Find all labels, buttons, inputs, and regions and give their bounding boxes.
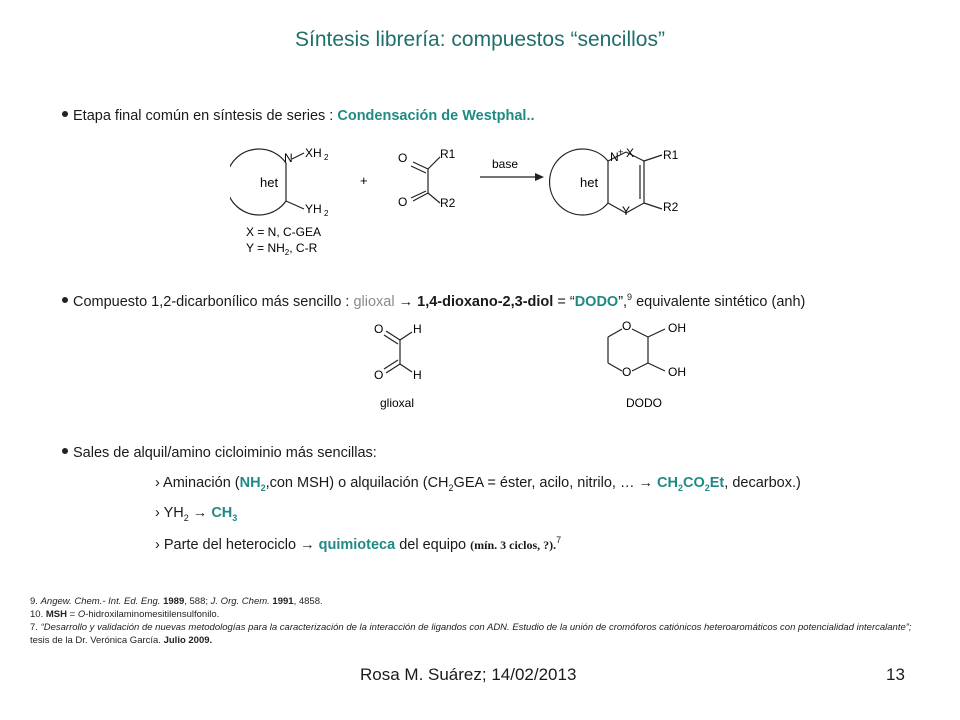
dodo-o-top: O: [622, 319, 632, 333]
plus-sign: +: [360, 173, 368, 188]
yh-sub: 2: [324, 209, 329, 218]
ref-sup: 9: [627, 292, 633, 302]
base-label: base: [492, 157, 519, 171]
bullet-tail: equivalente sintético (anh): [636, 293, 806, 310]
sub-item-yh2: › $YH_2 \to CH_3$: [155, 505, 238, 523]
bullet-text: Etapa final común en síntesis de series :: [73, 108, 334, 124]
dodo-oh-top: OH: [668, 321, 686, 335]
glioxal-label: glioxal: [380, 396, 415, 410]
reaction-arrow-head: [535, 173, 544, 181]
sub-item-amination: › Aminación ($NH_2,con$ MSH) o alquilación ($CH_2GEA$ = éster, acilo, nitrilo, … → $CH_2CO_2Et$, decarbox.): [155, 475, 801, 493]
glioxal-h-bottom: H: [413, 368, 422, 382]
references: [30, 595, 925, 647]
dodo-highlight: DODO: [574, 293, 619, 310]
atom-x-product: X: [626, 146, 635, 160]
het-ring-product: [550, 149, 662, 215]
xh-label: XH: [305, 146, 322, 160]
glioxal-o-bottom: O: [374, 368, 384, 382]
dioxane-name: 1,4-dioxano-2,3-diol: [417, 293, 554, 310]
ch3-highlight: $CH_3$: [211, 505, 238, 523]
dodo-structure: [608, 329, 665, 371]
bullet-dot: [62, 297, 68, 303]
dodo-o-bottom: O: [622, 365, 632, 379]
westphal-scheme: [230, 135, 700, 260]
footer-author-date: Rosa M. Suárez; 14/02/2013: [360, 665, 577, 684]
ref-10: 10. MSH = O-hidroxilaminomesitilensulfonilo.: [30, 609, 220, 620]
r2-label-product: R2: [663, 200, 679, 214]
glioxal-word: glioxal: [353, 293, 395, 310]
arrow: →: [398, 293, 414, 310]
glioxal-o-top: O: [374, 322, 384, 336]
diketone: [411, 157, 440, 203]
yh-label: YH: [305, 202, 322, 216]
atom-n-product: N: [610, 150, 619, 164]
page-number: 13: [886, 665, 905, 684]
bullet-salts: [62, 445, 377, 461]
glioxal-structure: [384, 331, 412, 373]
atom-o-top: O: [398, 151, 408, 165]
r1-label-product: R1: [663, 148, 679, 162]
bullet-dot: [62, 448, 68, 454]
het-label: het: [260, 175, 279, 190]
dodo-oh-bottom: OH: [668, 365, 686, 379]
slide-title: Síntesis librería: compuestos “sencillos”: [295, 28, 665, 51]
xh-sub: 2: [324, 153, 329, 162]
r2-label: R2: [440, 196, 456, 210]
atom-o-bottom: O: [398, 195, 408, 209]
quimioteca-highlight: quimioteca: [318, 536, 396, 553]
quote-open: “: [569, 293, 575, 310]
nh2-highlight: $NH_2$: [239, 475, 266, 493]
atom-n: N: [284, 151, 293, 165]
note-y: $Y = NH_2$, C-R: [246, 241, 318, 257]
bullet-dicarbonyl: [62, 292, 805, 310]
het-label-product: het: [580, 175, 599, 190]
dodo-label: DODO: [626, 396, 662, 410]
bullet-dot: [62, 111, 68, 117]
cycles-note: (mín. 3 ciclos, ?).: [470, 537, 557, 552]
ref-7: 7. “Desarrollo y validación de nuevas metodologías para la caracterización de la interacción de ligandos con ADN. Estudio de la unión de cromóforos catiónicos heteroaromáticos con potencialidad intercalante”; tesis de la Dr. Verónica García. Julio 2009.: [30, 622, 912, 646]
quote-close: ”,: [618, 293, 628, 310]
ester-highlight: $CH_2CO_2Et$: [657, 475, 725, 493]
ref-9: 9. Angew. Chem.- Int. Ed. Eng. 1989, 588; J. Org. Chem. 1991, 4858.: [30, 596, 323, 607]
glioxal-h-top: H: [413, 322, 422, 336]
highlight-westphal: Condensación de Westphal: [337, 108, 527, 124]
atom-y-product: Y: [622, 204, 631, 218]
glioxal-dodo-scheme: [360, 315, 710, 415]
r1-label: R1: [440, 147, 456, 161]
equals: =: [557, 293, 566, 310]
note-x: X = N, C-GEA: [246, 225, 322, 239]
trailing-dots: ..: [526, 108, 535, 124]
bullet-westphal: [62, 108, 535, 124]
bullet-text: Sales de alquil/amino cicloiminio más sencillas:: [73, 445, 377, 461]
bullet-text: Compuesto 1,2-dicarbonílico más sencillo :: [73, 293, 350, 310]
sub-item-heterocycle: › Parte del heterociclo → quimioteca del equipo (mín. 3 ciclos, ?).$^7$: [155, 535, 562, 553]
n-plus-charge: +: [618, 147, 624, 157]
